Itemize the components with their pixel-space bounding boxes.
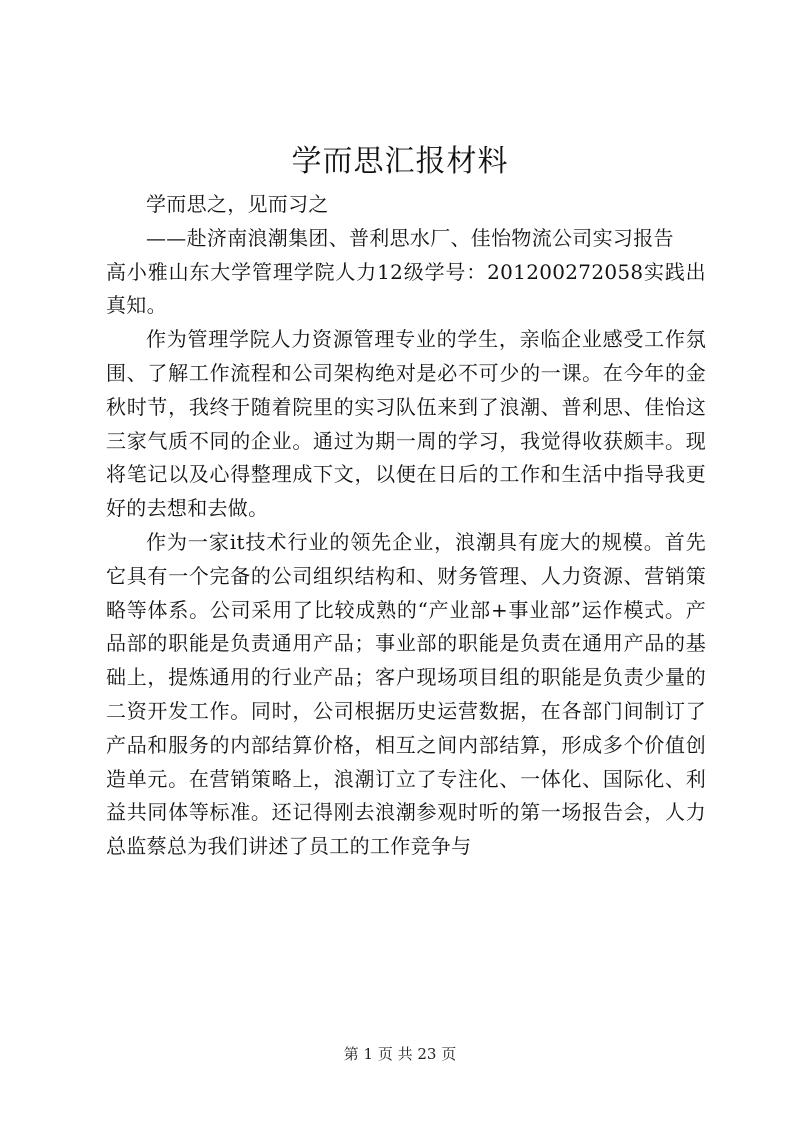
paragraph-inspur: 作为一家it技术行业的领先企业，浪潮具有庞大的规模。首先它具有一个完备的公司组织结构和、财务管理、人力资源、营销策略等体系。公司采用了比较成熟的“产业部+事业部”运作模式。产品部的职能是负责通用产品；事业部的职能是负责在通用产品的基础上，提炼通用的行业产品；客户现场项目组的职能是负责少量的二资开发工作。同时，公司根据历史运营数据，在各部门间制订了产品和服务的内部结算价格，相互之间内部结算，形成多个价值创造单元。在营销策略上，浪潮订立了专注化、一体化、国际化、利益共同体等标准。还记得刚去浪潮参观时听的第一场报告会，人力总监蔡总为我们讲述了员工的工作竞争与 bbox=[106, 529, 706, 859]
paragraph-report-heading: ——赴济南浪潮集团、普利思水厂、佳怡物流公司实习报告 bbox=[146, 225, 674, 250]
paragraph-author: 高小雅山东大学管理学院人力12级学号：201200272058实践出真知。 bbox=[106, 259, 706, 318]
paragraph-intro: 作为管理学院人力资源管理专业的学生，亲临企业感受工作氛围、了解工作流程和公司架构绝对是必不可少的一课。在今年的金秋时节，我终于随着院里的实习队伍来到了浪潮、普利思、佳怡这三家气质不同的企业。通过为期一周的学习，我觉得收获颇丰。现将笔记以及心得整理成下文，以便在日后的工作和生活中指导我更好的去想和去做。 bbox=[106, 327, 706, 521]
page-footer: 第 1 页 共 23 页 bbox=[343, 1045, 457, 1063]
document-body bbox=[106, 188, 706, 864]
document-title: 学而思汇报材料 bbox=[291, 144, 509, 179]
paragraph-subtitle: 学而思之，见而习之 bbox=[146, 192, 329, 216]
